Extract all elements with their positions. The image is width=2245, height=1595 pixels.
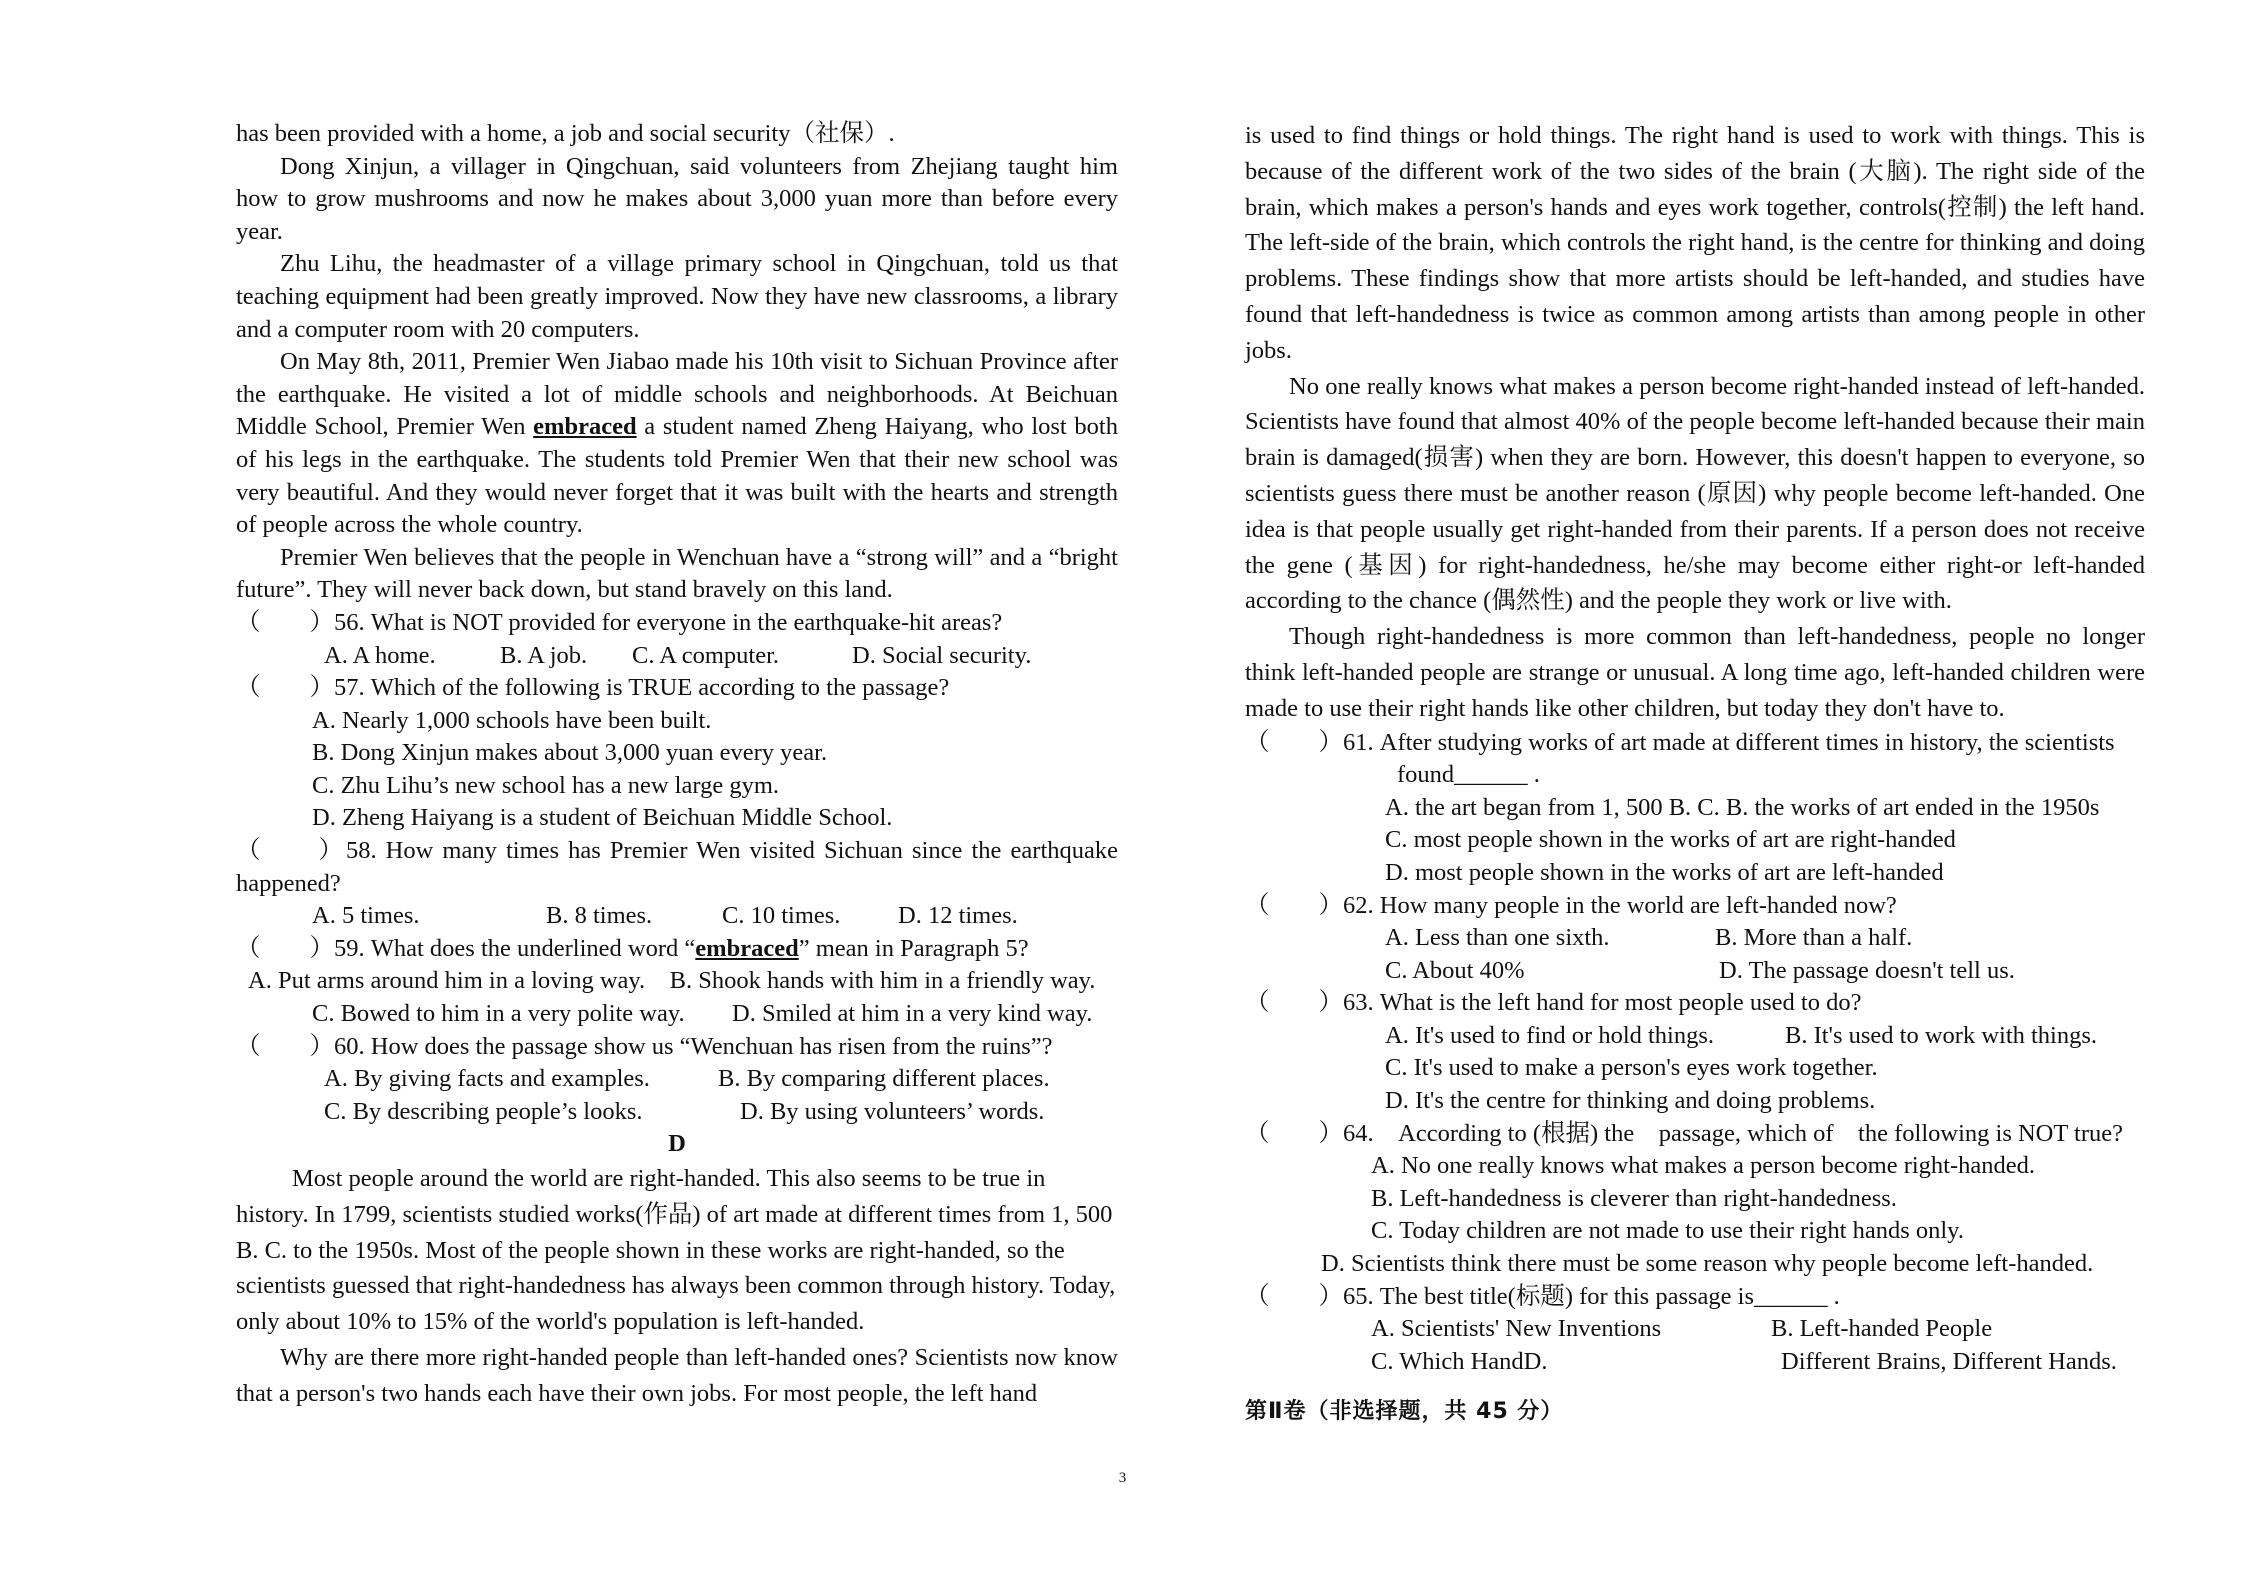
paragraph: No one really knows what makes a person become right-handed instead of left-handed. Scientists have found that almost 40% of the people become left-handed because their main brain is damaged(损害) when they are born. However, this doesn't happen to everyone, so scientists guess there must be another reason (原因) why people become left-handed. One idea is that people usually get right-handed from their parents. If a person does not receive the gene (基因) for right-handedness, he/she may become either right-or left-handed according to the chance (偶然性) and the people they work or live with. — [1245, 372, 2145, 615]
question-56: （ ）56. What is NOT provided for everyone in the earthquake-hit areas? — [236, 608, 1003, 636]
option: A. the art began from 1, 500 B. C. B. the works of art ended in the 1950s — [1385, 793, 2100, 821]
options-62 — [1245, 922, 2145, 955]
option: A. A home. — [324, 641, 436, 669]
paragraph: Though right-handedness is more common than left-handedness, people no longer think left-handed people are strange or unusual. A long time ago, left-handed children were made to use their right hands like other children, but today they don't have to. — [1245, 623, 2145, 722]
question-61: （ ）61. After studying works of art made at different times in history, the scientists — [1245, 728, 2115, 756]
options-65 — [1245, 1313, 2145, 1346]
option: D. most people shown in the works of art are left-handed — [1385, 858, 1944, 886]
option: C. most people shown in the works of art are right-handed — [1385, 826, 1956, 854]
option: B. 8 times. — [546, 902, 653, 930]
option: A. Nearly 1,000 schools have been built. — [312, 706, 712, 734]
option: B. Left-handedness is cleverer than right-handedness. — [1371, 1184, 1897, 1212]
text: （ ）59. What does the underlined word “ — [236, 934, 696, 962]
option: A. No one really knows what makes a person become right-handed. — [1371, 1152, 2036, 1180]
underlined-word: embraced — [695, 934, 799, 962]
option: B. By comparing different places. — [718, 1065, 1050, 1093]
options-59 — [236, 998, 1118, 1031]
option: C. By describing people’s looks. — [324, 1097, 643, 1125]
option: A. Put arms around him in a loving way. B. Shook hands with him in a friendly way. — [248, 967, 1096, 995]
right-column — [1245, 118, 2145, 1451]
paragraph: Most people around the world are right-handed. This also seems to be true in history. In 1799, scientists studied works(作品) of art made at different times from 1, 500 B. C. to the 1950s. Most of the people shown in these works are right-handed, so the scientists guessed that right-handedness has always been common through history. Today, only about 10% to 15% of the world's population is left-handed. — [236, 1165, 1116, 1336]
paragraph: Zhu Lihu, the headmaster of a village primary school in Qingchuan, told us that teaching equipment had been greatly improved. Now they have new classrooms, a library and a computer room with 20 computers. — [236, 250, 1118, 343]
paragraph: Why are there more right-handed people than left-handed ones? Scientists now know that a person's two hands each have their own jobs. For most people, the left hand — [236, 1343, 1118, 1407]
question-65: （ ）65. The best title(标题) for this passage is______ . — [1245, 1282, 1840, 1310]
option: C. A computer. — [632, 641, 779, 669]
option: C. Which HandD. — [1371, 1347, 1548, 1375]
option: B. It's used to work with things. — [1785, 1021, 2098, 1049]
option: D. 12 times. — [898, 902, 1018, 930]
options-60 — [236, 1096, 1118, 1129]
option: B. Left-handed People — [1771, 1315, 1993, 1343]
options-60 — [236, 1063, 1118, 1096]
option: D. It's the centre for thinking and doing problems. — [1385, 1087, 1876, 1115]
underlined-word: embraced — [533, 413, 637, 441]
option: A. By giving facts and examples. — [324, 1065, 650, 1093]
option: D. By using volunteers’ words. — [740, 1097, 1045, 1125]
question-62: （ ）62. How many people in the world are left-handed now? — [1245, 891, 1897, 919]
options-63 — [1245, 1020, 2145, 1053]
option: B. A job. — [500, 641, 588, 669]
text: On May 8th, 2011, Premier Wen Jiabao made his 10th visit to Sichuan Province after the earthquake. He visited a lot of middle schools and neighborhoods. At Beichuan Middle School, Premier Wen — [236, 348, 1118, 441]
paragraph — [236, 346, 1118, 542]
option: C. 10 times. — [722, 902, 841, 930]
option: A. Scientists' New Inventions — [1371, 1315, 1662, 1343]
option: C. About 40% — [1385, 956, 1525, 984]
option: D. Scientists think there must be some reason why people become left-handed. — [1321, 1250, 2094, 1278]
option: C. Zhu Lihu’s new school has a new large gym. — [312, 771, 780, 799]
option: A. Less than one sixth. — [1385, 924, 1610, 952]
question-58: （ ）58. How many times has Premier Wen visited Sichuan since the earthquake happened? — [236, 837, 1118, 897]
option: D. Social security. — [852, 641, 1032, 669]
option: B. More than a half. — [1715, 924, 1913, 952]
text: a student named Zheng Haiyang, who lost both of his legs in the earthquake. The students told Premier Wen that their new school was very beautiful. And they would never forget that it was built with the hearts and strength of people across the whole country. — [236, 413, 1118, 539]
question-63: （ ）63. What is the left hand for most people used to do? — [1245, 989, 1862, 1017]
question-59 — [236, 933, 1118, 966]
options-58 — [236, 900, 1118, 933]
question-57: （ ）57. Which of the following is TRUE according to the passage? — [236, 674, 950, 702]
paragraph: has been provided with a home, a job and social security（社保）. — [236, 120, 895, 147]
section-heading: D — [668, 1130, 686, 1158]
left-column — [236, 118, 1118, 1412]
options-56 — [236, 640, 1118, 673]
option: C. It's used to make a person's eyes work together. — [1385, 1054, 1878, 1082]
option: A. 5 times. — [312, 902, 420, 930]
question-61-cont: found______ . — [1397, 761, 1540, 789]
paragraph: Premier Wen believes that the people in Wenchuan have a “strong will” and a “bright future”. They will never back down, but stand bravely on this land. — [236, 543, 1118, 604]
page-number: 3 — [1118, 1470, 1127, 1486]
question-64: （ ）64. According to (根据) the passage, which of the following is NOT true? — [1245, 1119, 2123, 1147]
option: A. It's used to find or hold things. — [1385, 1021, 1715, 1049]
option: D. Zheng Haiyang is a student of Beichuan Middle School. — [312, 804, 893, 832]
text: ” mean in Paragraph 5? — [798, 934, 1029, 962]
option: D. The passage doesn't tell us. — [1719, 956, 2015, 984]
question-60: （ ）60. How does the passage show us “Wenchuan has risen from the ruins”? — [236, 1032, 1053, 1060]
options-62 — [1245, 955, 2145, 988]
option: Different Brains, Different Hands. — [1781, 1347, 2117, 1375]
option: C. Today children are not made to use their right hands only. — [1371, 1217, 1964, 1245]
section-title: 第Ⅱ卷（非选择题，共 45 分） — [1245, 1399, 1564, 1425]
option: D. Smiled at him in a very kind way. — [732, 1000, 1093, 1028]
option: B. Dong Xinjun makes about 3,000 yuan every year. — [312, 739, 828, 767]
paragraph: is used to find things or hold things. The right hand is used to work with things. This is because of the different work of the two sides of the brain (大脑). The right side of the brain, which makes a person's hands and eyes work together, controls(控制) the left hand. The left-side of the brain, which controls the right hand, is the centre for thinking and doing problems. These findings show that more artists should be left-handed, and studies have found that left-handedness is twice as common among artists than among people in other jobs. — [1245, 122, 2145, 364]
option: C. Bowed to him in a very polite way. — [312, 1000, 685, 1028]
paragraph: Dong Xinjun, a villager in Qingchuan, said volunteers from Zhejiang taught him how to grow mushrooms and now he makes about 3,000 yuan more than before every year. — [236, 152, 1118, 245]
options-65 — [1245, 1346, 2145, 1379]
